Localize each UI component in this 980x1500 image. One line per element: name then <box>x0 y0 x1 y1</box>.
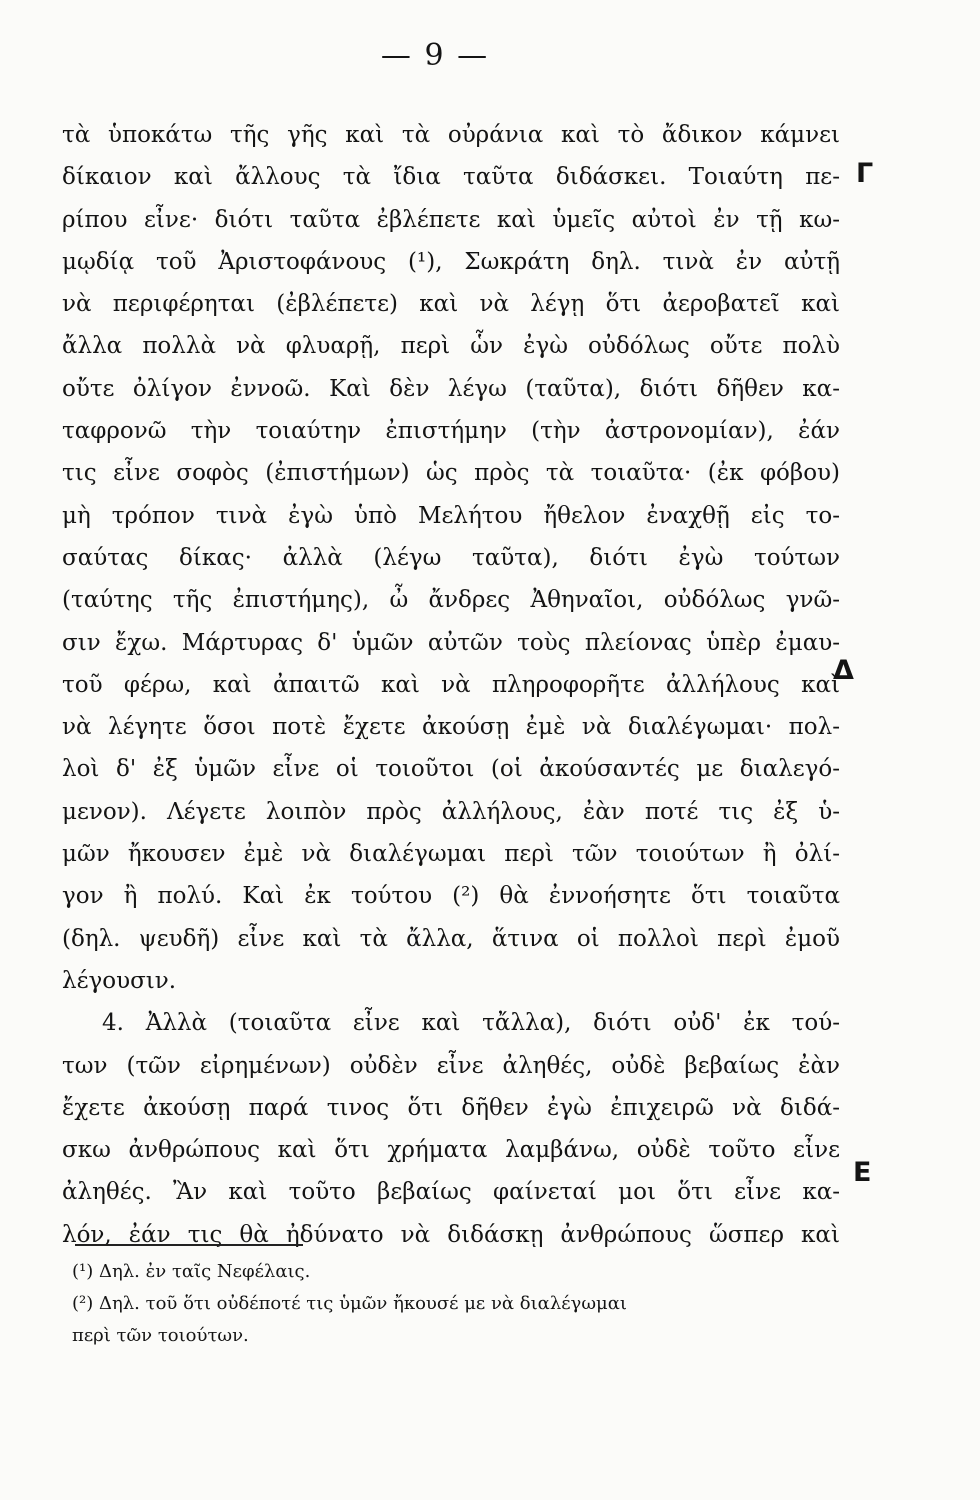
text-line: λόν, ἐάν τις θὰ ἠδύνατο νὰ διδάσκῃ ἀνθρώπους ὥσπερ καὶ <box>62 1221 840 1248</box>
footnote-separator <box>75 1244 303 1246</box>
footnote-2: (²) Δηλ. τοῦ ὅτι οὐδέποτέ τις ὑμῶν ἤκουσέ με νὰ διαλέγωμαι <box>72 1293 627 1314</box>
text-line: (ταύτης τῆς ἐπιστήμης), ὦ ἄνδρες Ἀθηναῖοι, οὐδόλως γνῶ- <box>62 587 840 614</box>
text-line: σιν ἔχω. Μάρτυρας δ' ὑμῶν αὐτῶν τοὺς πλείονας ὑπὲρ ἐμαυ- <box>62 629 840 656</box>
text-line: λέγουσιν. <box>62 967 177 994</box>
text-line: ταφρονῶ τὴν τοιαύτην ἐπιστήμην (τὴν ἀστρονομίαν), ἐάν <box>62 418 840 445</box>
text-line: δίκαιον καὶ ἄλλους τὰ ἴδια ταῦτα διδάσκει. Τοιαύτη πε- <box>62 164 840 191</box>
text-line: 4. Ἀλλὰ (τοιαῦτα εἶνε καὶ τἄλλα), διότι οὐδ' ἐκ τού- <box>102 1010 840 1037</box>
text-line: γον ἢ πολύ. Καὶ ἐκ τούτου (²) θὰ ἐννοήσητε ὅτι τοιαῦτα <box>62 883 840 910</box>
text-line: οὔτε ὀλίγον ἐννοῶ. Καὶ δὲν λέγω (ταῦτα), διότι δῆθεν κα- <box>62 375 840 402</box>
text-line: μὴ τρόπον τινὰ ἐγὼ ὑπὸ Μελήτου ἤθελον ἐναχθῇ εἰς το- <box>62 502 840 529</box>
text-line: σκω ἀνθρώπους καὶ ὅτι χρήματα λαμβάνω, οὐδὲ τοῦτο εἶνε <box>62 1137 840 1164</box>
text-line: ρίπου εἶνε· διότι ταῦτα ἐβλέπετε καὶ ὑμεῖς αὐτοὶ ἐν τῇ κω- <box>62 206 840 233</box>
main-text <box>62 114 840 1256</box>
text-line: των (τῶν εἰρημένων) οὐδὲν εἶνε ἀληθές, οὐδὲ βεβαίως ἐὰν <box>62 1052 840 1079</box>
text-line: σαύτας δίκας· ἀλλὰ (λέγω ταῦτα), διότι ἐγὼ τούτων <box>62 544 840 571</box>
text-line: τοῦ φέρω, καὶ ἀπαιτῶ καὶ νὰ πληροφορῆτε ἀλλήλους καὶ <box>62 671 840 698</box>
margin-letter-epsilon: Ε <box>853 1157 872 1188</box>
page-number: — 9 — <box>380 38 490 73</box>
text-line: τις εἶνε σοφὸς (ἐπιστήμων) ὡς πρὸς τὰ τοιαῦτα· (ἐκ φόβου) <box>62 460 840 487</box>
text-line: τὰ ὑποκάτω τῆς γῆς καὶ τὰ οὐράνια καὶ τὸ ἄδικον κάμνει <box>62 122 840 148</box>
text-line: μενον). Λέγετε λοιπὸν πρὸς ἀλλήλους, ἐὰν ποτέ τις ἐξ ὑ- <box>62 798 840 825</box>
text-line: μῶν ἤκουσεν ἐμὲ νὰ διαλέγωμαι περὶ τῶν τοιούτων ἢ ὀλί- <box>62 841 840 868</box>
text-line: μῳδίᾳ τοῦ Ἀριστοφάνους (¹), Σωκράτη δηλ. τινὰ ἐν αὐτῇ <box>62 248 840 275</box>
text-line: ἔχετε ἀκούσῃ παρά τινος ὅτι δῆθεν ἐγὼ ἐπιχειρῶ νὰ διδά- <box>62 1094 840 1121</box>
margin-letter-gamma: Γ <box>856 158 874 189</box>
text-line: (δηλ. ψευδῆ) εἶνε καὶ τὰ ἄλλα, ἅτινα οἱ πολλοὶ περὶ ἐμοῦ <box>62 925 840 952</box>
footnote-2-continuation: περὶ τῶν τοιούτων. <box>72 1325 249 1346</box>
text-line: ἀληθές. Ἂν καὶ τοῦτο βεβαίως φαίνεταί μοι ὅτι εἶνε κα- <box>62 1179 840 1206</box>
text-line: λοὶ δ' ἐξ ὑμῶν εἶνε οἱ τοιοῦτοι (οἱ ἀκούσαντές με διαλεγό- <box>62 756 840 783</box>
text-line: νὰ περιφέρηται (ἐβλέπετε) καὶ νὰ λέγῃ ὅτι ἀεροβατεῖ καὶ <box>62 291 840 318</box>
text-line: νὰ λέγητε ὅσοι ποτὲ ἔχετε ἀκούσῃ ἐμὲ νὰ διαλέγωμαι· πολ- <box>62 714 840 741</box>
margin-letter-delta: Δ <box>833 655 854 686</box>
text-line: ἄλλα πολλὰ νὰ φλυαρῇ, περὶ ὧν ἐγὼ οὐδόλως οὔτε πολὺ <box>62 333 840 360</box>
footnotes <box>72 1256 840 1352</box>
footnote-1: (¹) Δηλ. ἐν ταῖς Νεφέλαις. <box>72 1261 311 1282</box>
